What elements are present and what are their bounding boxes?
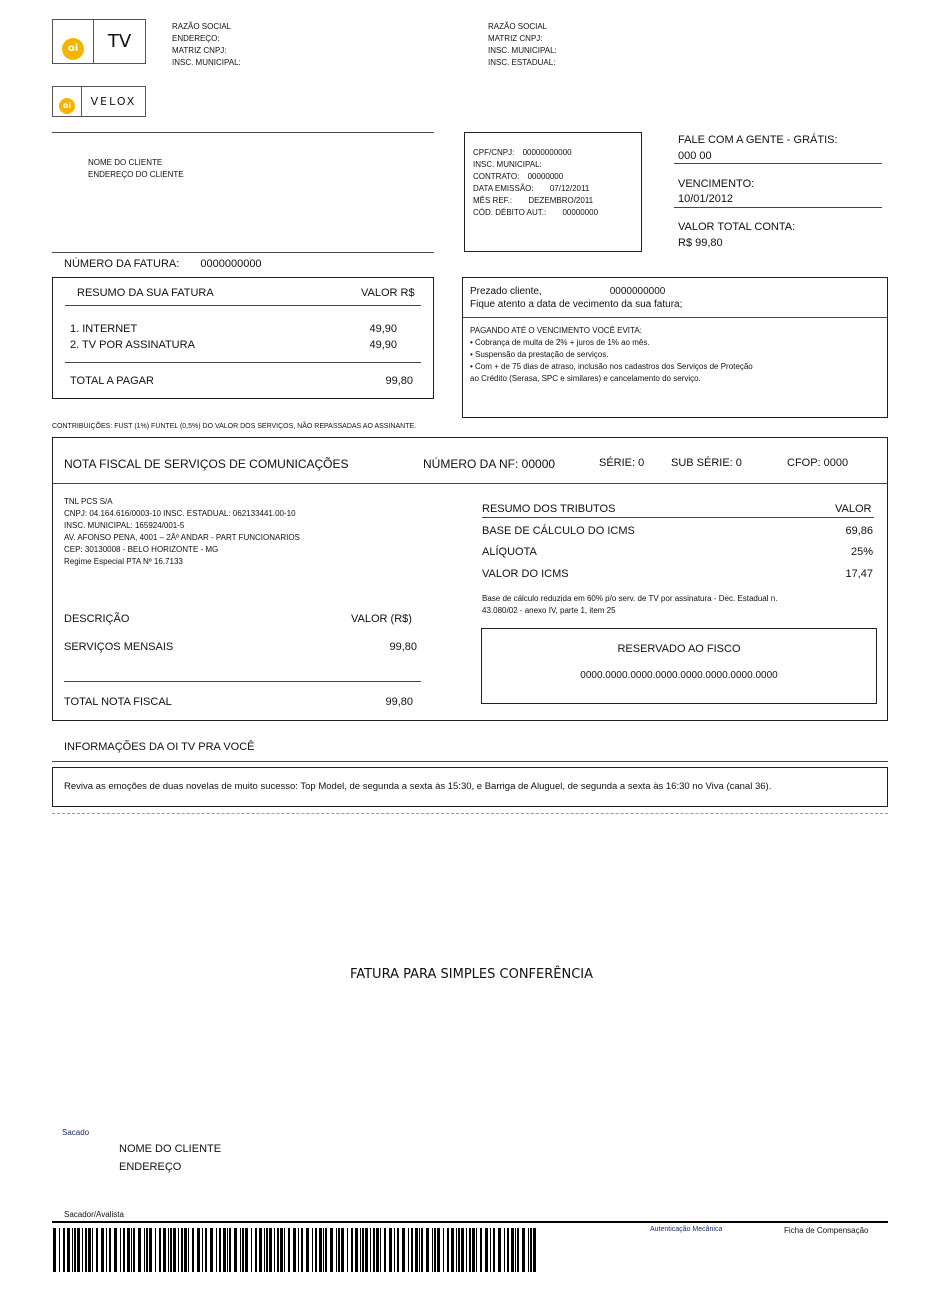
barcode-bar bbox=[269, 1228, 272, 1272]
barcode-bar bbox=[469, 1228, 471, 1272]
summary-item-label: 2. TV POR ASSINATURA bbox=[70, 339, 195, 351]
autenticacao-label: Autenticação Mecânica bbox=[650, 1226, 723, 1233]
barcode-bar bbox=[498, 1228, 501, 1272]
fale-label: FALE COM A GENTE - GRÁTIS: bbox=[678, 134, 838, 146]
barcode-bar bbox=[443, 1228, 444, 1272]
invoice-summary-box: RESUMO DA SUA FATURA VALOR R$ 1. INTERNET 49,90 2. TV POR ASSINATURA 49,90 TOTAL A PAGAR 99,80 bbox=[52, 277, 434, 399]
barcode-bar bbox=[77, 1228, 80, 1272]
client-block bbox=[88, 157, 184, 181]
barcode-bar bbox=[511, 1228, 514, 1272]
vencimento-value: 10/01/2012 bbox=[678, 193, 734, 205]
barcode-bar bbox=[530, 1228, 532, 1272]
service-value: 99,80 bbox=[389, 641, 417, 653]
oi-velox-logo bbox=[52, 86, 146, 117]
barcode-bar bbox=[216, 1228, 217, 1272]
velox-label: VELOX bbox=[90, 95, 137, 108]
barcode-bar bbox=[480, 1228, 482, 1272]
invoice-number: NÚMERO DA FATURA: 0000000000 bbox=[64, 258, 262, 270]
tear-line bbox=[52, 813, 888, 814]
barcode-bar bbox=[227, 1228, 228, 1272]
barcode-bar bbox=[277, 1228, 279, 1272]
barcode-bar bbox=[434, 1228, 436, 1272]
fale-value: 000 00 bbox=[678, 150, 712, 162]
barcode-bar bbox=[101, 1228, 104, 1272]
barcode-bar bbox=[306, 1228, 309, 1272]
oi-tv-logo bbox=[52, 19, 146, 64]
vencimento-label: VENCIMENTO: bbox=[678, 178, 755, 190]
barcode-bar bbox=[394, 1228, 395, 1272]
contribuicoes-note: CONTRIBUIÇÕES: FUST (1%) FUNTEL (0,5%) DO VALOR DOS SERVIÇOS, NÃO REPASSADAS AO ASSINANTE. bbox=[52, 423, 417, 430]
barcode-bar bbox=[437, 1228, 440, 1272]
nf-serie: SÉRIE: 0 bbox=[599, 457, 645, 469]
client-address: ENDEREÇO DO CLIENTE bbox=[88, 170, 184, 179]
barcode-bar bbox=[419, 1228, 420, 1272]
barcode-bar bbox=[229, 1228, 231, 1272]
barcode-bar bbox=[490, 1228, 491, 1272]
nf-subserie: SUB SÉRIE: 0 bbox=[671, 457, 742, 469]
divider bbox=[674, 163, 882, 164]
fisco-title: RESERVADO AO FISCO bbox=[617, 643, 741, 655]
barcode bbox=[53, 1228, 545, 1272]
barcode-bar bbox=[360, 1228, 361, 1272]
barcode-bar bbox=[466, 1228, 467, 1272]
total-value: R$ 99,80 bbox=[678, 237, 723, 249]
barcode-bar bbox=[181, 1228, 183, 1272]
client-name: NOME DO CLIENTE bbox=[88, 158, 163, 167]
barcode-bar bbox=[149, 1228, 152, 1272]
barcode-bar bbox=[168, 1228, 169, 1272]
barcode-bar bbox=[515, 1228, 516, 1272]
barcode-bar bbox=[155, 1228, 156, 1272]
barcode-bar bbox=[127, 1228, 130, 1272]
barcode-bar bbox=[485, 1228, 488, 1272]
barcode-bar bbox=[370, 1228, 371, 1272]
barcode-bar bbox=[507, 1228, 509, 1272]
barcode-bar bbox=[219, 1228, 221, 1272]
info-box bbox=[52, 767, 888, 807]
barcode-bar bbox=[178, 1228, 179, 1272]
barcode-bar bbox=[338, 1228, 340, 1272]
barcode-bar bbox=[347, 1228, 348, 1272]
barcode-bar bbox=[325, 1228, 327, 1272]
company-info: TNL PCS S/A CNPJ: 04.164.616/0003-10 INSC. ESTADUAL: 062133441.00-10 INSC. MUNICIPAL: 165924/001-5 AV. AFONSO PENA, 4001 – 2Âº ANDAR - PART FUNCIONARIOS CEP: 30130008 - BELO HORIZONTE - MG Regime Especial PTA Nº 16.7133 bbox=[64, 497, 300, 566]
total-a-pagar-label: TOTAL A PAGAR bbox=[70, 375, 154, 387]
sacado-label: Sacado bbox=[62, 1128, 90, 1137]
barcode-bar bbox=[197, 1228, 200, 1272]
barcode-bar bbox=[432, 1228, 433, 1272]
barcode-bar bbox=[426, 1228, 429, 1272]
barcode-bar bbox=[240, 1228, 241, 1272]
barcode-bar bbox=[341, 1228, 344, 1272]
barcode-bar bbox=[192, 1228, 194, 1272]
info-title: INFORMAÇÕES DA OI TV PRA VOCÊ bbox=[64, 741, 255, 753]
nf-total-value: 99,80 bbox=[385, 696, 413, 708]
barcode-bar bbox=[415, 1228, 418, 1272]
issuer-left: RAZÃO SOCIAL ENDEREÇO: MATRIZ CNPJ: INSC. MUNICIPAL: bbox=[172, 22, 241, 67]
barcode-bar bbox=[72, 1228, 73, 1272]
barcode-bar bbox=[184, 1228, 187, 1272]
conferencia-label: FATURA PARA SIMPLES CONFERÊNCIA bbox=[349, 967, 594, 982]
tributo-value: 25% bbox=[850, 546, 873, 558]
barcode-bar bbox=[53, 1228, 56, 1272]
barcode-bar bbox=[144, 1228, 145, 1272]
tributos-title: RESUMO DOS TRIBUTOS bbox=[482, 503, 616, 515]
barcode-bar bbox=[362, 1228, 364, 1272]
notice-details: PAGANDO ATÉ O VENCIMENTO VOCÊ EVITA: • Cobrança de multa de 2% + juros de 1% ao mês. • Suspensão da prestação de serviços. • Com + de 75 dias de atraso, inclusão nos cadastros dos Serviços de Proteção ao Crédito (Serasa, SPC e similares) e cancelamento do serviço. bbox=[470, 326, 753, 383]
total-a-pagar-value: 99,80 bbox=[385, 375, 413, 387]
barcode-bar bbox=[451, 1228, 454, 1272]
notice-box bbox=[462, 277, 888, 418]
barcode-bar bbox=[472, 1228, 475, 1272]
barcode-bar bbox=[365, 1228, 368, 1272]
divider bbox=[52, 761, 888, 762]
summary-item-label: 1. INTERNET bbox=[70, 323, 138, 335]
nf-title: NOTA FISCAL DE SERVIÇOS DE COMUNICAÇÕES bbox=[64, 457, 349, 471]
barcode-bar bbox=[522, 1228, 525, 1272]
sacado-name: NOME DO CLIENTE bbox=[119, 1143, 222, 1155]
tributos-valor-header: VALOR bbox=[835, 503, 872, 515]
barcode-bar bbox=[298, 1228, 299, 1272]
barcode-bar bbox=[173, 1228, 176, 1272]
footer-rule bbox=[52, 1221, 888, 1223]
barcode-bar bbox=[528, 1228, 529, 1272]
barcode-bar bbox=[133, 1228, 135, 1272]
barcode-bar bbox=[447, 1228, 449, 1272]
barcode-bar bbox=[264, 1228, 265, 1272]
barcode-bar bbox=[380, 1228, 381, 1272]
barcode-bar bbox=[67, 1228, 70, 1272]
barcode-bar bbox=[82, 1228, 83, 1272]
barcode-bar bbox=[280, 1228, 283, 1272]
barcode-bar bbox=[205, 1228, 207, 1272]
info-text: Reviva as emoções de duas novelas de muito sucesso: Top Model, de segunda a sexta às 15:30, e Barriga de Aluguel, de segunda a sexta às 16:30 no Viva (canal 36). bbox=[64, 781, 772, 792]
tributo-label: ALÍQUOTA bbox=[482, 546, 537, 558]
barcode-bar bbox=[59, 1228, 60, 1272]
barcode-bar bbox=[504, 1228, 505, 1272]
barcode-bar bbox=[92, 1228, 93, 1272]
barcode-bar bbox=[456, 1228, 457, 1272]
barcode-bar bbox=[63, 1228, 65, 1272]
barcode-bar bbox=[146, 1228, 148, 1272]
total-label: VALOR TOTAL CONTA: bbox=[678, 221, 796, 233]
barcode-bar bbox=[159, 1228, 161, 1272]
barcode-bar bbox=[259, 1228, 262, 1272]
barcode-bar bbox=[85, 1228, 87, 1272]
nota-fiscal-box bbox=[52, 437, 888, 721]
barcode-bar bbox=[351, 1228, 353, 1272]
barcode-bar bbox=[330, 1228, 333, 1272]
barcode-bar bbox=[389, 1228, 392, 1272]
ficha-label: Ficha de Compensação bbox=[784, 1226, 869, 1235]
barcode-bar bbox=[397, 1228, 399, 1272]
barcode-bar bbox=[251, 1228, 252, 1272]
sacado-address: ENDEREÇO bbox=[119, 1161, 182, 1173]
reservado-fisco-box bbox=[481, 628, 877, 704]
barcode-bar bbox=[336, 1228, 337, 1272]
barcode-bar bbox=[223, 1228, 226, 1272]
barcode-bar bbox=[131, 1228, 132, 1272]
barcode-bar bbox=[210, 1228, 213, 1272]
barcode-bar bbox=[120, 1228, 121, 1272]
barcode-bar bbox=[138, 1228, 141, 1272]
barcode-bar bbox=[533, 1228, 536, 1272]
barcode-bar bbox=[242, 1228, 244, 1272]
divider bbox=[674, 207, 882, 208]
barcode-bar bbox=[114, 1228, 117, 1272]
nf-cfop: CFOP: 0000 bbox=[787, 457, 849, 469]
nf-total-label: TOTAL NOTA FISCAL bbox=[64, 696, 172, 708]
barcode-bar bbox=[234, 1228, 237, 1272]
barcode-bar bbox=[288, 1228, 290, 1272]
summary-item-value: 49,90 bbox=[369, 323, 397, 335]
barcode-bar bbox=[315, 1228, 317, 1272]
barcode-bar bbox=[170, 1228, 172, 1272]
fisco-value: 0000.0000.0000.0000.0000.0000.0000.0000 bbox=[580, 670, 778, 681]
barcode-bar bbox=[323, 1228, 324, 1272]
sacador-label: Sacador/Avalista bbox=[64, 1210, 124, 1219]
tributo-value: 17,47 bbox=[845, 568, 873, 580]
barcode-bar bbox=[88, 1228, 91, 1272]
issuer-right: RAZÃO SOCIAL MATRIZ CNPJ: INSC. MUNICIPAL: INSC. ESTADUAL: bbox=[488, 22, 557, 67]
tributos-note: Base de cálculo reduzida em 60% p/o serv. de TV por assinatura - Dec. Estadual n. 43.080/02 - anexo IV, parte 1, item 25 bbox=[482, 594, 778, 615]
barcode-bar bbox=[245, 1228, 248, 1272]
nf-numero: NÚMERO DA NF: 00000 bbox=[423, 457, 556, 471]
barcode-bar bbox=[319, 1228, 322, 1272]
divider bbox=[52, 252, 434, 253]
barcode-bar bbox=[355, 1228, 358, 1272]
barcode-bar bbox=[266, 1228, 268, 1272]
barcode-bar bbox=[106, 1228, 107, 1272]
barcode-bar bbox=[96, 1228, 98, 1272]
barcode-bar bbox=[284, 1228, 285, 1272]
barcode-bar bbox=[421, 1228, 423, 1272]
barcode-bar bbox=[517, 1228, 519, 1272]
tributo-value: 69,86 bbox=[845, 525, 873, 537]
barcode-bar bbox=[402, 1228, 405, 1272]
barcode-bar bbox=[493, 1228, 495, 1272]
barcode-bar bbox=[301, 1228, 303, 1272]
account-info-box: CPF/CNPJ: 00000000000 INSC. MUNICIPAL: CONTRATO: 00000000 DATA EMISSÃO: 07/12/2011 MÊS REF.: DEZEMBRO/2011 CÓD. DÉBITO AUT.: 00000000 bbox=[464, 132, 642, 252]
barcode-bar bbox=[123, 1228, 125, 1272]
barcode-bar bbox=[188, 1228, 189, 1272]
barcode-bar bbox=[74, 1228, 76, 1272]
oi-logo-icon: oi bbox=[59, 98, 75, 114]
divider bbox=[52, 132, 434, 133]
desc-header: DESCRIÇÃO bbox=[64, 613, 130, 625]
valor-header: VALOR (R$) bbox=[351, 613, 412, 625]
summary-item-value: 49,90 bbox=[369, 339, 397, 351]
barcode-bar bbox=[376, 1228, 379, 1272]
barcode-bar bbox=[408, 1228, 409, 1272]
barcode-bar bbox=[202, 1228, 203, 1272]
barcode-bar bbox=[109, 1228, 111, 1272]
barcode-bar bbox=[312, 1228, 313, 1272]
barcode-bar bbox=[384, 1228, 386, 1272]
barcode-bar bbox=[476, 1228, 477, 1272]
barcode-bar bbox=[255, 1228, 257, 1272]
barcode-bar bbox=[411, 1228, 413, 1272]
notice-line: Fique atento a data de vecimento da sua fatura; bbox=[470, 299, 683, 310]
barcode-bar bbox=[163, 1228, 166, 1272]
service-label: SERVIÇOS MENSAIS bbox=[64, 641, 174, 653]
tributo-label: VALOR DO ICMS bbox=[482, 568, 569, 580]
notice-greeting: Prezado cliente, 0000000000 bbox=[470, 286, 666, 297]
barcode-bar bbox=[461, 1228, 464, 1272]
oi-logo-icon: oi bbox=[62, 38, 84, 60]
barcode-bar bbox=[293, 1228, 296, 1272]
barcode-bar bbox=[373, 1228, 375, 1272]
tributo-label: BASE DE CÁLCULO DO ICMS bbox=[482, 525, 635, 537]
tv-label: TV bbox=[107, 31, 132, 52]
barcode-bar bbox=[458, 1228, 460, 1272]
barcode-bar bbox=[274, 1228, 275, 1272]
